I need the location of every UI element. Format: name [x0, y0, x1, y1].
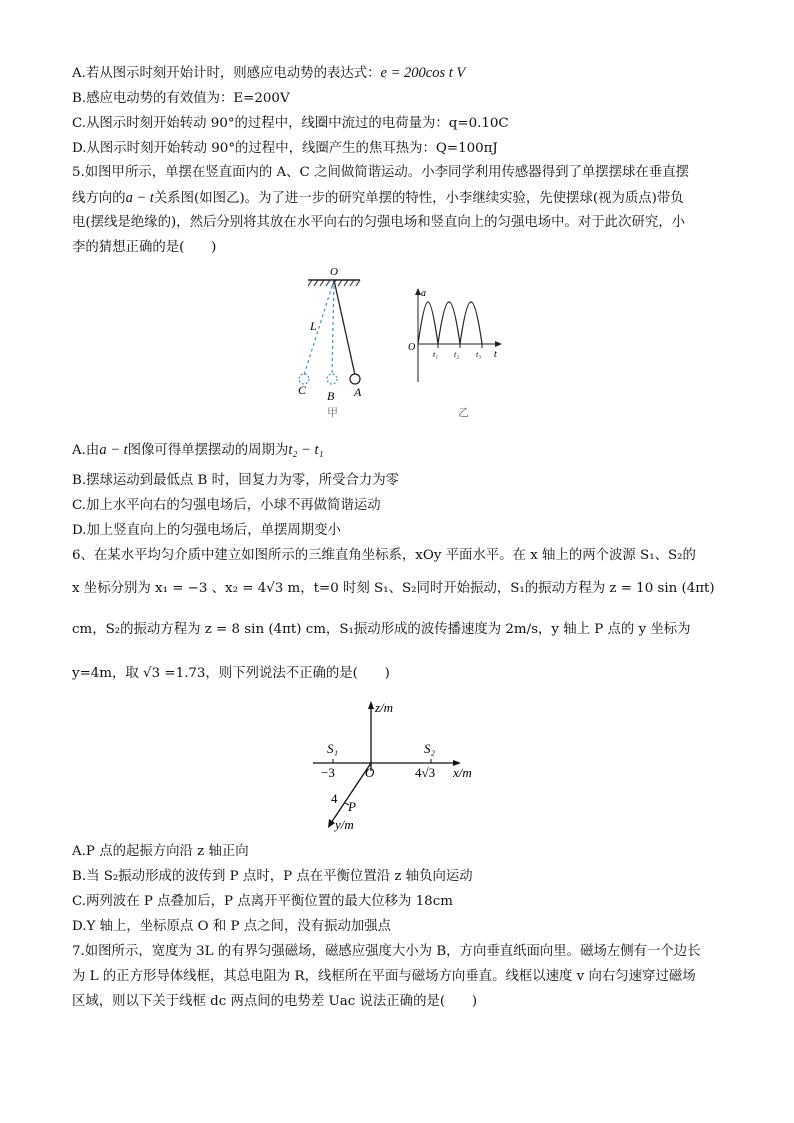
q4-option-a: A.若从图示时刻开始计时，则感应电动势的表达式：e = 200cos t V: [72, 65, 466, 81]
q6-option-a: A.P 点的起振方向沿 z 轴正向: [72, 844, 249, 859]
length-label-l: L: [310, 319, 317, 333]
q4-option-d: D.从图示时刻开始转动 90°的过程中，线圈产生的焦耳热为：Q=100πJ: [72, 141, 498, 156]
q4-option-a-formula: e = 200cos t V: [380, 65, 466, 81]
tick-label-t1: t₁: [433, 350, 439, 359]
a-t-graph: [408, 288, 502, 419]
q6-option-d: D.Y 轴上，坐标原点 O 和 P 点之间，没有振动加强点: [72, 919, 392, 934]
q7-stem-line-1: 7.如图所示，宽度为 3L 的有界匀强磁场，磁感应强度大小为 B，方向垂直纸面向里。磁场左侧有一个边长: [72, 944, 701, 959]
point-label-c: C: [298, 383, 307, 397]
pendulum-diagram: [298, 266, 362, 419]
tick-label-t3: t₃: [476, 350, 482, 359]
y-axis-label: y/m: [335, 817, 354, 832]
pivot-label-o: O: [330, 266, 338, 278]
q5-figure: [290, 262, 510, 422]
q4-option-b: B.感应电动势的有效值为：E=200V: [72, 91, 290, 106]
source-label-s2: S₂: [424, 741, 436, 756]
z-axis-label: z/m: [375, 700, 394, 715]
q5-option-c: C.加上水平向右的匀强电场后，小球不再做简谐运动: [72, 498, 381, 513]
q5-option-b: B.摆球运动到最低点 B 时，回复力为零，所受合力为零: [72, 473, 400, 488]
axis-label-a: a: [421, 288, 426, 299]
q6-stem-line-4: y=4m，取 √3 =1.73，则下列说法不正确的是( ): [72, 666, 390, 681]
figure-caption-yi: 乙: [458, 407, 469, 419]
tick-label-4: 4: [331, 791, 338, 806]
q5-option-d: D.加上竖直向上的匀强电场后，单摆周期变小: [72, 523, 341, 538]
q7-stem-line-3: 区域，则以下关于线框 dc 两点间的电势差 Uac 说法正确的是( ): [72, 994, 478, 1009]
source-label-s1: S₁: [327, 741, 339, 756]
figure-caption-jia: 甲: [327, 407, 338, 419]
origin-label-o: O: [365, 765, 375, 780]
q7-stem-line-2: 为 L 的正方形导体线框，其总电阻为 R，线框所在平面与磁场方向垂直。线框以速度 v 向右匀速穿过磁场: [72, 969, 696, 984]
tick-label-neg3: −3: [321, 765, 335, 780]
axis-label-t: t: [494, 349, 497, 360]
q5-stem-line-1: 5.如图甲所示，单摆在竖直面内的 A、C 之间做简谐运动。小李同学利用传感器得到了单摆摆球在垂直摆: [72, 165, 689, 180]
q6-stem-line-2: x 坐标分别为 x₁ = −3 、x₂ = 4√3 m，t=0 时刻 S₁、S₂同时开始振动，S₁的振动方程为 z = 10 sin (4πt): [72, 581, 715, 596]
point-label-a: A: [354, 385, 362, 399]
q5-stem-line-4: 李的猜想正确的是( ): [72, 240, 217, 255]
point-label-p: P: [348, 799, 356, 814]
point-label-b: B: [327, 389, 335, 403]
q5-option-a: A.由a − t图像可得单摆摆动的周期为t₂ − t₁: [72, 442, 324, 458]
q4-option-c: C.从图示时刻开始转动 90°的过程中，线圈中流过的电荷量为：q=0.10C: [72, 116, 509, 131]
tick-label-t2: t₂: [454, 350, 460, 359]
q6-option-c: C.两列波在 P 点叠加后，P 点离开平衡位置的最大位移为 18cm: [72, 894, 453, 909]
origin-label-o: O: [408, 342, 416, 353]
q5-stem-line-3: 电(摆线是绝缘的)，然后分别将其放在水平向右的匀强电场和竖直向上的匀强电场中。对于此次研究，小: [72, 215, 686, 230]
q6-stem-line-3: cm，S₂的振动方程为 z = 8 sin (4πt) cm，S₁振动形成的波传播速度为 2m/s，y 轴上 P 点的 y 坐标为: [72, 622, 691, 637]
q6-option-b: B.当 S₂振动形成的波传到 P 点时，P 点在平衡位置沿 z 轴负向运动: [72, 869, 473, 884]
tick-label-4root3: 4√3: [415, 765, 436, 780]
q5-stem-line-2: 线方向的a − t关系图(如图乙)。为了进一步的研究单摆的特性，小李继续实验，先使摆球(视为质点)带负: [72, 190, 684, 206]
x-axis-label: x/m: [453, 765, 472, 780]
q6-coordinate-figure: [305, 695, 505, 835]
q6-stem-line-1: 6、在某水平均匀介质中建立如图所示的三维直角坐标系，xOy 平面水平。在 x 轴上的两个波源 S₁、S₂的: [72, 548, 696, 563]
